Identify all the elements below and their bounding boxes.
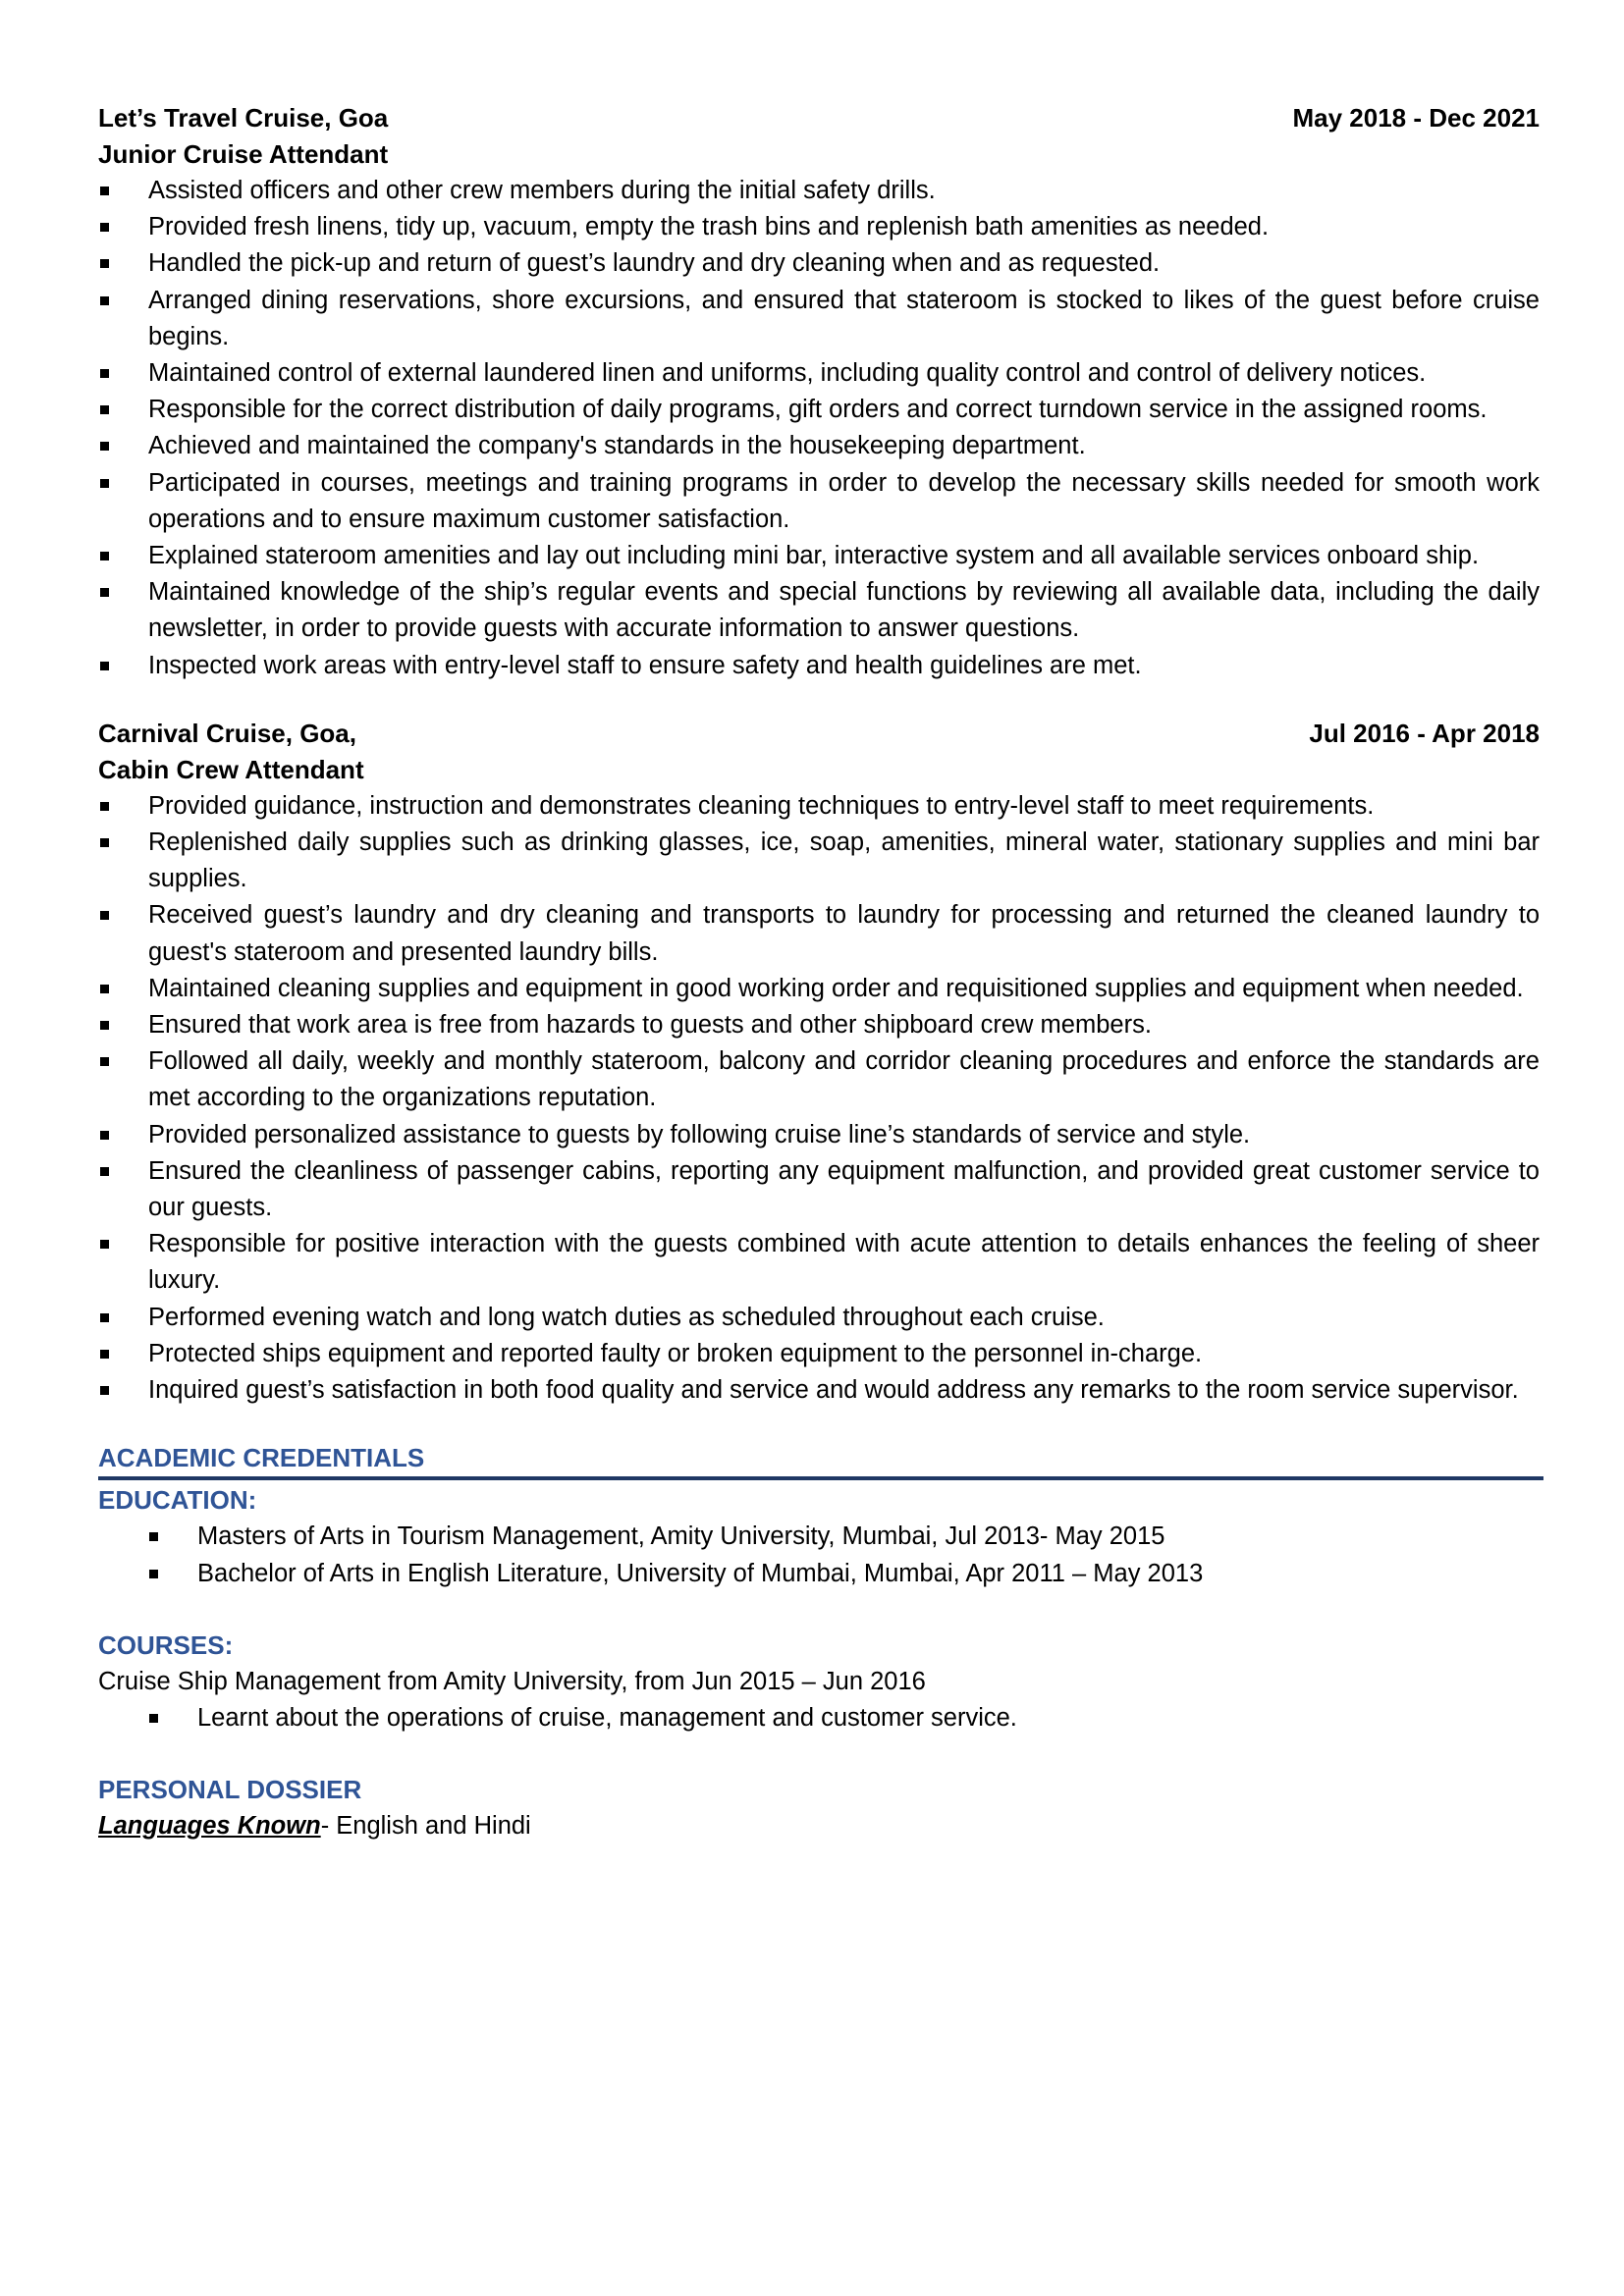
duty-item: Achieved and maintained the company's standards in the housekeeping department. (98, 428, 1540, 464)
duty-item: Protected ships equipment and reported faulty or broken equipment to the personnel in-charge. (98, 1336, 1540, 1372)
personal-section-title: PERSONAL DOSSIER (98, 1775, 362, 1805)
course-detail-item: Learnt about the operations of cruise, management and customer service. (147, 1700, 1540, 1736)
education-item: Masters of Arts in Tourism Management, Amity University, Mumbai, Jul 2013- May 2015 (147, 1519, 1540, 1555)
job-dates: May 2018 - Dec 2021 (1292, 103, 1540, 133)
job-title: Cabin Crew Attendant (98, 754, 364, 784)
academic-section-title: ACADEMIC CREDENTIALS (98, 1443, 425, 1473)
duty-item: Replenished daily supplies such as drinking glasses, ice, soap, amenities, mineral water, stationary supplies and mini bar supplies. (98, 825, 1540, 897)
course-details-list (98, 1700, 1540, 1736)
job-header (98, 716, 1540, 752)
duty-item: Inspected work areas with entry-level staff to ensure safety and health guidelines are met. (98, 648, 1540, 684)
job-title: Junior Cruise Attendant (98, 139, 389, 169)
duty-item: Responsible for positive interaction with the guests combined with acute attention to details enhances the feeling of sheer luxury. (98, 1226, 1540, 1299)
duty-item: Performed evening watch and long watch duties as scheduled throughout each cruise. (98, 1300, 1540, 1336)
duty-item: Maintained knowledge of the ship’s regular events and special functions by reviewing all available data, including the daily newsletter, in order to provide guests with accurate information to answer questions. (98, 574, 1540, 647)
duty-item: Assisted officers and other crew members during the initial safety drills. (98, 173, 1540, 209)
duty-item: Provided guidance, instruction and demonstrates cleaning techniques to entry-level staff to meet requirements. (98, 788, 1540, 825)
company-name: Let’s Travel Cruise, Goa (98, 103, 389, 133)
duty-item: Received guest’s laundry and dry cleaning and transports to laundry for processing and returned the cleaned laundry to guest's stateroom and presented laundry bills. (98, 897, 1540, 970)
duty-item: Provided fresh linens, tidy up, vacuum, empty the trash bins and replenish bath amenities as needed. (98, 209, 1540, 245)
duty-item: Inquired guest’s satisfaction in both food quality and service and would address any remarks to the room service supervisor. (98, 1372, 1540, 1409)
languages-label: Languages Known (98, 1812, 321, 1841)
duty-item: Handled the pick-up and return of guest’s laundry and dry cleaning when and as requested. (98, 245, 1540, 282)
duty-item: Followed all daily, weekly and monthly stateroom, balcony and corridor cleaning procedures and enforce the standards are met according to the organizations reputation. (98, 1043, 1540, 1116)
duty-item: Responsible for the correct distribution of daily programs, gift orders and correct turndown service in the assigned rooms. (98, 392, 1540, 428)
duty-item: Explained stateroom amenities and lay out including mini bar, interactive system and all available services onboard ship. (98, 538, 1540, 574)
languages-line (98, 1808, 1540, 1844)
job-duties-list (98, 173, 1540, 684)
course-entry: Cruise Ship Management from Amity University, from Jun 2015 – Jun 2016 (98, 1667, 926, 1695)
job-duties-list (98, 788, 1540, 1409)
education-list (98, 1519, 1540, 1591)
duty-item: Ensured that work area is free from hazards to guests and other shipboard crew members. (98, 1007, 1540, 1043)
languages-value: - English and Hindi (320, 1812, 531, 1841)
duty-item: Provided personalized assistance to guests by following cruise line’s standards of service and style. (98, 1117, 1540, 1153)
duty-item: Maintained control of external laundered linen and uniforms, including quality control and control of delivery notices. (98, 355, 1540, 392)
duty-item: Maintained cleaning supplies and equipment in good working order and requisitioned supplies and equipment when needed. (98, 971, 1540, 1007)
education-heading: EDUCATION: (98, 1485, 257, 1516)
duty-item: Participated in courses, meetings and training programs in order to develop the necessary skills needed for smooth work operations and to ensure maximum customer satisfaction. (98, 465, 1540, 538)
duty-item: Ensured the cleanliness of passenger cabins, reporting any equipment malfunction, and provided great customer service to our guests. (98, 1153, 1540, 1226)
job-entry-2 (98, 716, 1540, 1409)
duty-item: Arranged dining reservations, shore excursions, and ensured that stateroom is stocked to likes of the guest before cruise begins. (98, 283, 1540, 355)
job-dates: Jul 2016 - Apr 2018 (1309, 718, 1540, 748)
education-item: Bachelor of Arts in English Literature, University of Mumbai, Mumbai, Apr 2011 – May 2013 (147, 1556, 1540, 1592)
job-entry-1 (98, 100, 1540, 684)
section-divider (98, 1476, 1543, 1480)
job-header (98, 100, 1540, 136)
company-name: Carnival Cruise, Goa, (98, 718, 356, 748)
courses-heading: COURSES: (98, 1629, 234, 1660)
